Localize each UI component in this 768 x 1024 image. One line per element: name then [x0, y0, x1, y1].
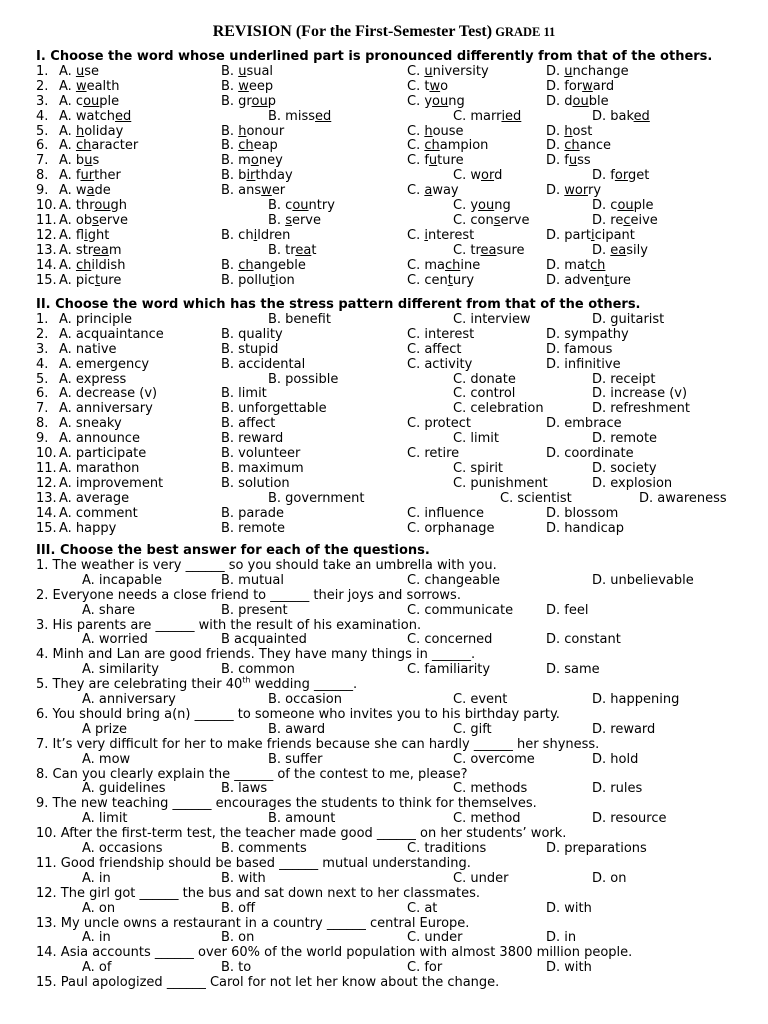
section1-option-b[interactable]: B. money — [221, 153, 283, 169]
section2-item-number: 8. — [36, 416, 49, 432]
answer-option-c[interactable]: C. traditions — [407, 841, 487, 856]
question-stem: 1. The weather is very ______ so you should take an umbrella with you. — [36, 557, 497, 573]
section2-item-number: 1. — [36, 311, 49, 327]
answer-option-a[interactable]: A. worried — [82, 632, 148, 648]
question-stem: 13. My uncle owns a restaurant in a country ______ central Europe. — [36, 915, 470, 931]
section1-item-number: 11. — [36, 212, 57, 228]
answer-option-b[interactable]: B. off — [221, 900, 256, 916]
section1-option-b[interactable]: B. group — [221, 93, 276, 109]
section1-option-c[interactable]: C. young — [453, 198, 511, 213]
section2-option-a[interactable]: A. express — [59, 371, 127, 387]
answer-option-c[interactable]: C. familiarity — [407, 662, 491, 678]
answer-option-c[interactable]: C. for — [407, 960, 443, 976]
answer-option-c[interactable]: C. overcome — [453, 751, 535, 767]
section1-option-b[interactable]: B. usual — [221, 63, 274, 79]
answer-option-c[interactable]: C. under — [407, 930, 463, 946]
answer-option-b[interactable]: B. comments — [221, 841, 307, 856]
section2-option-c[interactable]: C. spirit — [453, 460, 504, 476]
question-stem: 2. Everyone needs a close friend to ______ their joys and sorrows. — [36, 587, 461, 603]
answer-option-c[interactable]: C. concerned — [407, 632, 493, 648]
answer-option-b[interactable]: B. award — [268, 721, 326, 737]
section1-option-b[interactable]: B. treat — [268, 242, 317, 258]
answer-option-d[interactable]: D. preparations — [546, 841, 647, 856]
section1-option-c[interactable]: C. interest — [407, 227, 475, 243]
section2-item-number: 14. — [36, 505, 57, 521]
section1-option-d[interactable]: D. unchange — [546, 63, 629, 79]
section2-option-d[interactable]: D. embrace — [546, 416, 622, 432]
section1-item-number: 15. — [36, 272, 57, 288]
section1-option-d[interactable]: D. double — [546, 93, 609, 109]
section2-option-d[interactable]: D. blossom — [546, 505, 619, 521]
section2-option-b[interactable]: B. parade — [221, 505, 284, 521]
section2-option-b[interactable]: B. stupid — [221, 341, 279, 357]
answer-option-b[interactable]: B. laws — [221, 781, 268, 797]
answer-option-a[interactable]: A. mow — [82, 751, 131, 767]
answer-option-a[interactable]: A. similarity — [82, 662, 159, 678]
answer-option-b[interactable]: B. to — [221, 960, 252, 976]
section2-item-number: 9. — [36, 431, 49, 447]
section2-option-d[interactable]: D. famous — [546, 341, 613, 357]
section2-option-d[interactable]: D. guitarist — [592, 311, 665, 327]
section1-heading: I. Choose the word whose underlined part is pronounced differently from that of the others. — [36, 49, 713, 64]
section2-option-b[interactable]: B. benefit — [268, 311, 331, 327]
section2-option-b[interactable]: B. quality — [221, 326, 283, 342]
section2-option-a[interactable]: A. happy — [59, 520, 117, 536]
section2-option-c[interactable]: C. celebration — [453, 401, 544, 417]
question-stem: 9. The new teaching ______ encourages the students to think for themselves. — [36, 796, 537, 812]
section2-item-number: 10. — [36, 446, 57, 461]
section2-option-c[interactable]: C. affect — [407, 341, 462, 357]
section2-option-d[interactable]: D. increase (v) — [592, 386, 688, 402]
section2-item-number: 6. — [36, 386, 49, 402]
section1-option-c[interactable]: C. future — [407, 153, 464, 169]
section1-option-a[interactable]: A. further — [59, 168, 121, 184]
answer-option-b[interactable]: B. occasion — [268, 692, 342, 707]
section1-item-number: 10. — [36, 198, 57, 213]
answer-option-d[interactable]: D. with — [546, 900, 592, 916]
answer-option-a[interactable]: A. on — [82, 900, 116, 916]
section1-item-number: 3. — [36, 93, 49, 109]
question-stem: 14. Asia accounts ______ over 60% of the world population with almost 3800 million people. — [36, 945, 633, 961]
answer-option-d[interactable]: D. resource — [592, 811, 667, 827]
section1-item-number: 2. — [36, 78, 49, 94]
section1-option-c[interactable]: C. away — [407, 183, 459, 199]
section2-option-b[interactable]: B. government — [268, 490, 365, 506]
section1-option-c[interactable]: C. champion — [407, 138, 489, 154]
section3-heading: III. Choose the best answer for each of the questions. — [36, 543, 430, 558]
section1-option-a[interactable]: A. childish — [59, 257, 126, 273]
section2-option-b[interactable]: B. limit — [221, 386, 267, 402]
answer-option-a[interactable]: A. of — [82, 960, 112, 976]
section2-option-a[interactable]: A. native — [59, 341, 117, 357]
section2-option-c[interactable]: C. scientist — [500, 490, 572, 506]
section1-option-c[interactable]: C. word — [453, 168, 503, 184]
question-stem: 12. The girl got ______ the bus and sat down next to her classmates. — [36, 885, 480, 901]
section1-option-b[interactable]: B. pollution — [221, 272, 295, 288]
section2-option-b[interactable]: B. accidental — [221, 356, 306, 372]
answer-option-c[interactable]: C. at — [407, 900, 438, 916]
answer-option-c[interactable]: C. communicate — [407, 602, 514, 618]
section2-option-a[interactable]: A. anniversary — [59, 401, 153, 417]
section2-option-c[interactable]: C. orphanage — [407, 520, 495, 536]
section2-option-c[interactable]: C. activity — [407, 356, 473, 372]
question-stem: 11. Good friendship should be based ______ mutual understanding. — [36, 855, 471, 871]
section2-option-d[interactable]: D. handicap — [546, 520, 624, 536]
section2-item-number: 2. — [36, 326, 49, 342]
section2-option-b[interactable]: B. maximum — [221, 460, 304, 476]
section2-option-b[interactable]: B. volunteer — [221, 446, 301, 461]
answer-option-d[interactable]: D. on — [592, 870, 627, 886]
section2-option-c[interactable]: C. protect — [407, 416, 471, 432]
question-stem: 6. You should bring a(n) ______ to someone who invites you to his birthday party. — [36, 706, 560, 722]
answer-option-d[interactable]: D. hold — [592, 751, 639, 767]
answer-option-c[interactable]: C. methods — [453, 781, 528, 797]
section2-option-b[interactable]: B. affect — [221, 416, 276, 432]
section1-option-b[interactable]: B. serve — [268, 212, 322, 228]
section2-option-c[interactable]: C. retire — [407, 446, 460, 461]
answer-option-a[interactable]: A. anniversary — [82, 692, 176, 707]
section2-option-c[interactable]: C. control — [453, 386, 516, 402]
question-stem: 5. They are celebrating their 40th wedding ______. — [36, 675, 358, 693]
section2-option-c[interactable]: C. interview — [453, 311, 531, 327]
section2-item-number: 15. — [36, 520, 57, 536]
section2-option-a[interactable]: A. participate — [59, 446, 147, 461]
section1-option-a[interactable]: A. watched — [59, 108, 132, 124]
section2-option-d[interactable]: D. remote — [592, 431, 658, 447]
section2-item-number: 11. — [36, 460, 57, 476]
section1-option-b[interactable]: B. missed — [268, 108, 332, 124]
section1-option-b[interactable]: B. honour — [221, 123, 285, 139]
section1-item-number: 1. — [36, 63, 49, 79]
section2-option-d[interactable]: D. coordinate — [546, 446, 634, 461]
question-stem: 7. It’s very difficult for her to make friends because she can hardly ______ her shyness. — [36, 736, 600, 752]
section1-item-number: 6. — [36, 138, 49, 154]
section1-option-b[interactable]: B. answer — [221, 183, 286, 199]
section1-option-b[interactable]: B. children — [221, 227, 291, 243]
section1-option-b[interactable]: B. birthday — [221, 168, 293, 184]
section2-option-c[interactable]: C. limit — [453, 431, 499, 447]
section2-option-b[interactable]: B. reward — [221, 431, 284, 447]
section2-item-number: 7. — [36, 401, 49, 417]
section1-option-a[interactable]: A. character — [59, 138, 139, 154]
section2-option-a[interactable]: A. average — [59, 490, 130, 506]
answer-option-d[interactable]: D. happening — [592, 692, 680, 707]
section1-option-d[interactable]: D. participant — [546, 227, 635, 243]
section2-option-a[interactable]: A. comment — [59, 505, 138, 521]
section2-option-a[interactable]: A. decrease (v) — [59, 386, 158, 402]
question-stem: 15. Paul apologized ______ Carol for not let her know about the change. — [36, 975, 500, 991]
section2-option-a[interactable]: A. emergency — [59, 356, 150, 372]
section1-option-d[interactable]: D. chance — [546, 138, 612, 154]
section2-option-b[interactable]: B. possible — [268, 371, 339, 387]
section2-option-b[interactable]: B. remote — [221, 520, 285, 536]
question-stem: 3. His parents are ______ with the result of his examination. — [36, 617, 422, 633]
section1-item-number: 8. — [36, 168, 49, 184]
question-stem: 8. Can you clearly explain the ______ of the contest to me, please? — [36, 766, 468, 782]
section1-option-c[interactable]: C. university — [407, 63, 489, 79]
answer-option-d[interactable]: D. same — [546, 662, 600, 678]
section2-item-number: 4. — [36, 356, 49, 372]
section2-option-a[interactable]: A. sneaky — [59, 416, 122, 432]
section1-option-c[interactable]: C. machine — [407, 257, 481, 273]
section1-option-c[interactable]: C. young — [407, 93, 465, 109]
section2-heading: II. Choose the word which has the stress pattern different from that of the others. — [36, 297, 641, 312]
answer-option-b[interactable]: B. with — [221, 870, 266, 886]
section1-option-d[interactable]: D. forget — [592, 168, 650, 184]
section1-item-number: 9. — [36, 183, 49, 199]
section1-option-c[interactable]: C. conserve — [453, 212, 530, 228]
answer-option-d[interactable]: D. unbelievable — [592, 572, 694, 588]
section1-option-c[interactable]: C. century — [407, 272, 475, 288]
section1-option-a[interactable]: A. picture — [59, 272, 122, 288]
answer-option-d[interactable]: D. reward — [592, 721, 656, 737]
answer-option-c[interactable]: C. event — [453, 692, 508, 707]
answer-option-a[interactable]: A. incapable — [82, 572, 162, 588]
section2-option-d[interactable]: D. infinitive — [546, 356, 621, 372]
answer-option-d[interactable]: D. rules — [592, 781, 643, 797]
section2-option-d[interactable]: D. society — [592, 460, 657, 476]
answer-option-c[interactable]: C. changeable — [407, 572, 501, 588]
section2-option-c[interactable]: C. influence — [407, 505, 485, 521]
section2-option-b[interactable]: B. unforgettable — [221, 401, 327, 417]
title-main: REVISION (For the First-Semester Test) — [212, 23, 493, 40]
answer-option-a[interactable]: A. limit — [82, 811, 128, 827]
section2-option-d[interactable]: D. sympathy — [546, 326, 629, 342]
section1-option-c[interactable]: C. house — [407, 123, 464, 139]
section2-item-number: 13. — [36, 490, 57, 506]
section2-item-number: 5. — [36, 371, 49, 387]
section1-option-d[interactable]: D. easily — [592, 242, 648, 258]
page-title — [0, 22, 768, 42]
section1-option-a[interactable]: A. bus — [59, 153, 100, 169]
section1-option-d[interactable]: D. fuss — [546, 153, 591, 169]
answer-option-b[interactable]: B. suffer — [268, 751, 323, 767]
answer-option-d[interactable]: D. with — [546, 960, 592, 976]
section2-option-d[interactable]: D. awareness — [639, 490, 727, 506]
answer-option-b[interactable]: B acquainted — [221, 632, 307, 648]
section2-option-b[interactable]: B. solution — [221, 475, 290, 491]
section1-item-number: 14. — [36, 257, 57, 273]
section1-item-number: 13. — [36, 242, 57, 258]
section1-option-a[interactable]: A. wealth — [59, 78, 120, 94]
section1-option-a[interactable]: A. holiday — [59, 123, 124, 139]
section1-option-a[interactable]: A. wade — [59, 183, 111, 199]
section2-option-a[interactable]: A. acquaintance — [59, 326, 164, 342]
section1-option-d[interactable]: D. baked — [592, 108, 650, 124]
section1-option-b[interactable]: B. cheap — [221, 138, 278, 154]
answer-option-b[interactable]: B. on — [221, 930, 255, 946]
title-grade: GRADE 11 — [492, 25, 556, 39]
section2-option-a[interactable]: A. announce — [59, 431, 140, 447]
answer-option-a[interactable]: A. in — [82, 870, 111, 886]
section1-option-a[interactable]: A. couple — [59, 93, 120, 109]
answer-option-a[interactable]: A. guidelines — [82, 781, 166, 797]
section1-option-d[interactable]: D. adventure — [546, 272, 631, 288]
section1-option-a[interactable]: A. stream — [59, 242, 122, 258]
answer-option-a[interactable]: A. occasions — [82, 841, 163, 856]
section1-option-d[interactable]: D. couple — [592, 198, 654, 213]
answer-option-c[interactable]: C. method — [453, 811, 521, 827]
question-stem: 4. Minh and Lan are good friends. They have many things in ______. — [36, 647, 476, 663]
section1-option-c[interactable]: C. married — [453, 108, 522, 124]
section1-option-b[interactable]: B. country — [268, 198, 335, 213]
section2-option-a[interactable]: A. improvement — [59, 475, 164, 491]
section2-option-d[interactable]: D. receipt — [592, 371, 656, 387]
answer-option-a[interactable]: A. in — [82, 930, 111, 946]
answer-option-a[interactable]: A. share — [82, 602, 135, 618]
section1-option-b[interactable]: B. changeble — [221, 257, 306, 273]
section1-item-number: 4. — [36, 108, 49, 124]
answer-option-d[interactable]: D. constant — [546, 632, 621, 648]
section2-option-c[interactable]: C. punishment — [453, 475, 548, 491]
section1-option-d[interactable]: D. forward — [546, 78, 615, 94]
answer-option-a[interactable]: A prize — [82, 721, 128, 737]
section2-option-d[interactable]: D. refreshment — [592, 401, 690, 417]
section2-option-a[interactable]: A. marathon — [59, 460, 140, 476]
section2-item-number: 12. — [36, 475, 57, 491]
section1-option-a[interactable]: A. flight — [59, 227, 110, 243]
answer-option-c[interactable]: C. gift — [453, 721, 492, 737]
answer-option-b[interactable]: B. amount — [268, 811, 336, 827]
answer-option-d[interactable]: D. feel — [546, 602, 589, 618]
section1-option-c[interactable]: C. treasure — [453, 242, 525, 258]
section1-option-d[interactable]: D. match — [546, 257, 606, 273]
section2-option-a[interactable]: A. principle — [59, 311, 132, 327]
section2-option-d[interactable]: D. explosion — [592, 475, 673, 491]
section1-item-number: 7. — [36, 153, 49, 169]
section1-option-a[interactable]: A. use — [59, 63, 99, 79]
section1-option-a[interactable]: A. observe — [59, 212, 128, 228]
answer-option-d[interactable]: D. in — [546, 930, 577, 946]
section1-option-d[interactable]: D. receive — [592, 212, 658, 228]
section1-item-number: 5. — [36, 123, 49, 139]
answer-option-b[interactable]: B. common — [221, 662, 295, 678]
section2-item-number: 3. — [36, 341, 49, 357]
section1-option-a[interactable]: A. through — [59, 198, 128, 213]
answer-option-b[interactable]: B. mutual — [221, 572, 285, 588]
question-stem: 10. After the first-term test, the teacher made good ______ on her students’ work. — [36, 826, 567, 842]
answer-option-c[interactable]: C. under — [453, 870, 509, 886]
section2-option-c[interactable]: C. donate — [453, 371, 516, 387]
section1-option-b[interactable]: B. weep — [221, 78, 274, 94]
section1-option-c[interactable]: C. two — [407, 78, 449, 94]
answer-option-b[interactable]: B. present — [221, 602, 288, 618]
section1-item-number: 12. — [36, 227, 57, 243]
section1-option-d[interactable]: D. worry — [546, 183, 602, 199]
section1-option-d[interactable]: D. host — [546, 123, 593, 139]
section2-option-c[interactable]: C. interest — [407, 326, 475, 342]
